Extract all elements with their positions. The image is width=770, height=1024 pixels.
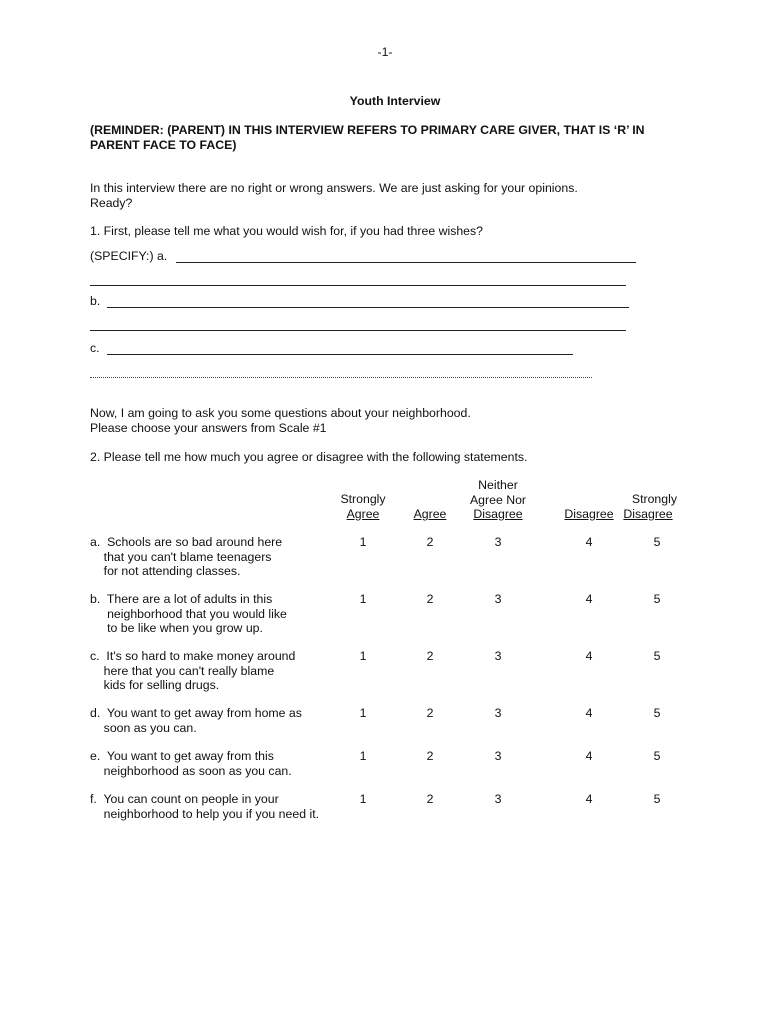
scale-option-4[interactable]: 4 <box>585 649 593 663</box>
statement-line: neighborhood as soon as you can. <box>90 763 292 778</box>
statement-line: soon as you can. <box>90 720 197 735</box>
statement-line: neighborhood to help you if you need it. <box>90 806 320 821</box>
scale-option-4[interactable]: 4 <box>585 749 593 763</box>
wish-b-label: b. <box>90 294 101 308</box>
header-strongly-agree-top: Strongly <box>340 492 386 506</box>
wish-c-continuation-line[interactable] <box>90 377 592 378</box>
intro-line-1: In this interview there are no right or wrong answers. We are just asking for your opinions. <box>90 181 578 195</box>
statement-line: e. You want to get away from this <box>90 749 274 763</box>
intro-line-2: Ready? <box>90 196 133 210</box>
wish-a-continuation-line[interactable] <box>90 285 626 286</box>
statement-line: b. There are a lot of adults in this <box>90 592 273 606</box>
header-disagree <box>561 507 617 522</box>
scale-option-1[interactable]: 1 <box>359 706 367 720</box>
statement-text <box>90 592 335 636</box>
question-2: 2. Please tell me how much you agree or disagree with the following statements. <box>90 450 528 464</box>
header-agree <box>405 507 455 522</box>
header-neither <box>458 478 538 522</box>
scale-option-3[interactable]: 3 <box>494 649 502 663</box>
statement-line: kids for selling drugs. <box>90 678 220 692</box>
wish-b-continuation-line[interactable] <box>90 330 626 331</box>
page-title: Youth Interview <box>349 94 441 108</box>
header-strongly-agree-bottom: Agree <box>346 506 380 521</box>
reminder-line-1: (REMINDER: (PARENT) IN THIS INTERVIEW REFERS TO PRIMARY CARE GIVER, THAT IS ‘R’ IN <box>90 123 645 137</box>
scale-option-4[interactable]: 4 <box>585 592 593 606</box>
statement-text <box>90 535 335 579</box>
wish-c-label: c. <box>90 341 100 355</box>
statement-line: to be like when you grow up. <box>90 621 263 635</box>
header-neither-2: Agree Nor <box>469 492 527 507</box>
statement-text <box>90 749 335 778</box>
header-disagree-label: Disagree <box>564 507 614 521</box>
scale-option-2[interactable]: 2 <box>426 535 434 549</box>
header-neither-1: Neither <box>478 478 518 492</box>
specify-a-label: (SPECIFY:) a. <box>90 249 168 263</box>
scale-option-1[interactable]: 1 <box>359 535 367 549</box>
statement-line: a. Schools are so bad around here <box>90 535 283 549</box>
wish-a-line[interactable] <box>176 262 636 263</box>
statement-line: here that you can't really blame <box>90 663 275 678</box>
header-agree-label: Agree <box>413 507 447 521</box>
scale-option-2[interactable]: 2 <box>426 706 434 720</box>
statement-line: f. You can count on people in your <box>90 792 279 806</box>
statement-line: d. You want to get away from home as <box>90 706 302 720</box>
neighborhood-intro-line-1: Now, I am going to ask you some questions about your neighborhood. <box>90 406 471 420</box>
scale-option-5[interactable]: 5 <box>653 535 661 549</box>
header-strongly-disagree-bottom: Disagree <box>623 506 673 521</box>
scale-option-5[interactable]: 5 <box>653 649 661 663</box>
reminder-line-2: PARENT FACE TO FACE) <box>90 138 237 152</box>
scale-option-3[interactable]: 3 <box>494 535 502 549</box>
header-neither-3: Disagree <box>473 507 523 521</box>
scale-option-4[interactable]: 4 <box>585 706 593 720</box>
scale-option-1[interactable]: 1 <box>359 792 367 806</box>
statement-line: that you can't blame teenagers <box>90 549 272 564</box>
scale-option-2[interactable]: 2 <box>426 749 434 763</box>
scale-option-5[interactable]: 5 <box>653 749 661 763</box>
statement-text <box>90 706 335 735</box>
scale-option-1[interactable]: 1 <box>359 592 367 606</box>
scale-option-3[interactable]: 3 <box>494 706 502 720</box>
scale-option-1[interactable]: 1 <box>359 749 367 763</box>
statement-line: neighborhood that you would like <box>90 606 287 621</box>
scale-option-2[interactable]: 2 <box>426 592 434 606</box>
scale-option-4[interactable]: 4 <box>585 792 593 806</box>
wish-b-line[interactable] <box>107 307 629 308</box>
scale-option-2[interactable]: 2 <box>426 792 434 806</box>
statement-text <box>90 792 335 821</box>
wish-c-line[interactable] <box>107 354 573 355</box>
question-1: 1. First, please tell me what you would wish for, if you had three wishes? <box>90 224 484 238</box>
header-strongly-agree <box>326 492 400 521</box>
scale-option-5[interactable]: 5 <box>653 706 661 720</box>
scale-option-4[interactable]: 4 <box>585 535 593 549</box>
scale-option-5[interactable]: 5 <box>653 592 661 606</box>
header-strongly-disagree <box>619 492 677 521</box>
scale-option-3[interactable]: 3 <box>494 749 502 763</box>
scale-option-3[interactable]: 3 <box>494 592 502 606</box>
statement-line: c. It's so hard to make money around <box>90 649 296 663</box>
scale-option-2[interactable]: 2 <box>426 649 434 663</box>
header-strongly-disagree-top: Strongly <box>631 492 677 506</box>
scale-option-3[interactable]: 3 <box>494 792 502 806</box>
scale-option-1[interactable]: 1 <box>359 649 367 663</box>
statement-line: for not attending classes. <box>90 564 241 578</box>
statement-text <box>90 649 335 693</box>
scale-option-5[interactable]: 5 <box>653 792 661 806</box>
page-number: -1- <box>377 45 393 59</box>
neighborhood-intro-line-2: Please choose your answers from Scale #1 <box>90 421 327 435</box>
